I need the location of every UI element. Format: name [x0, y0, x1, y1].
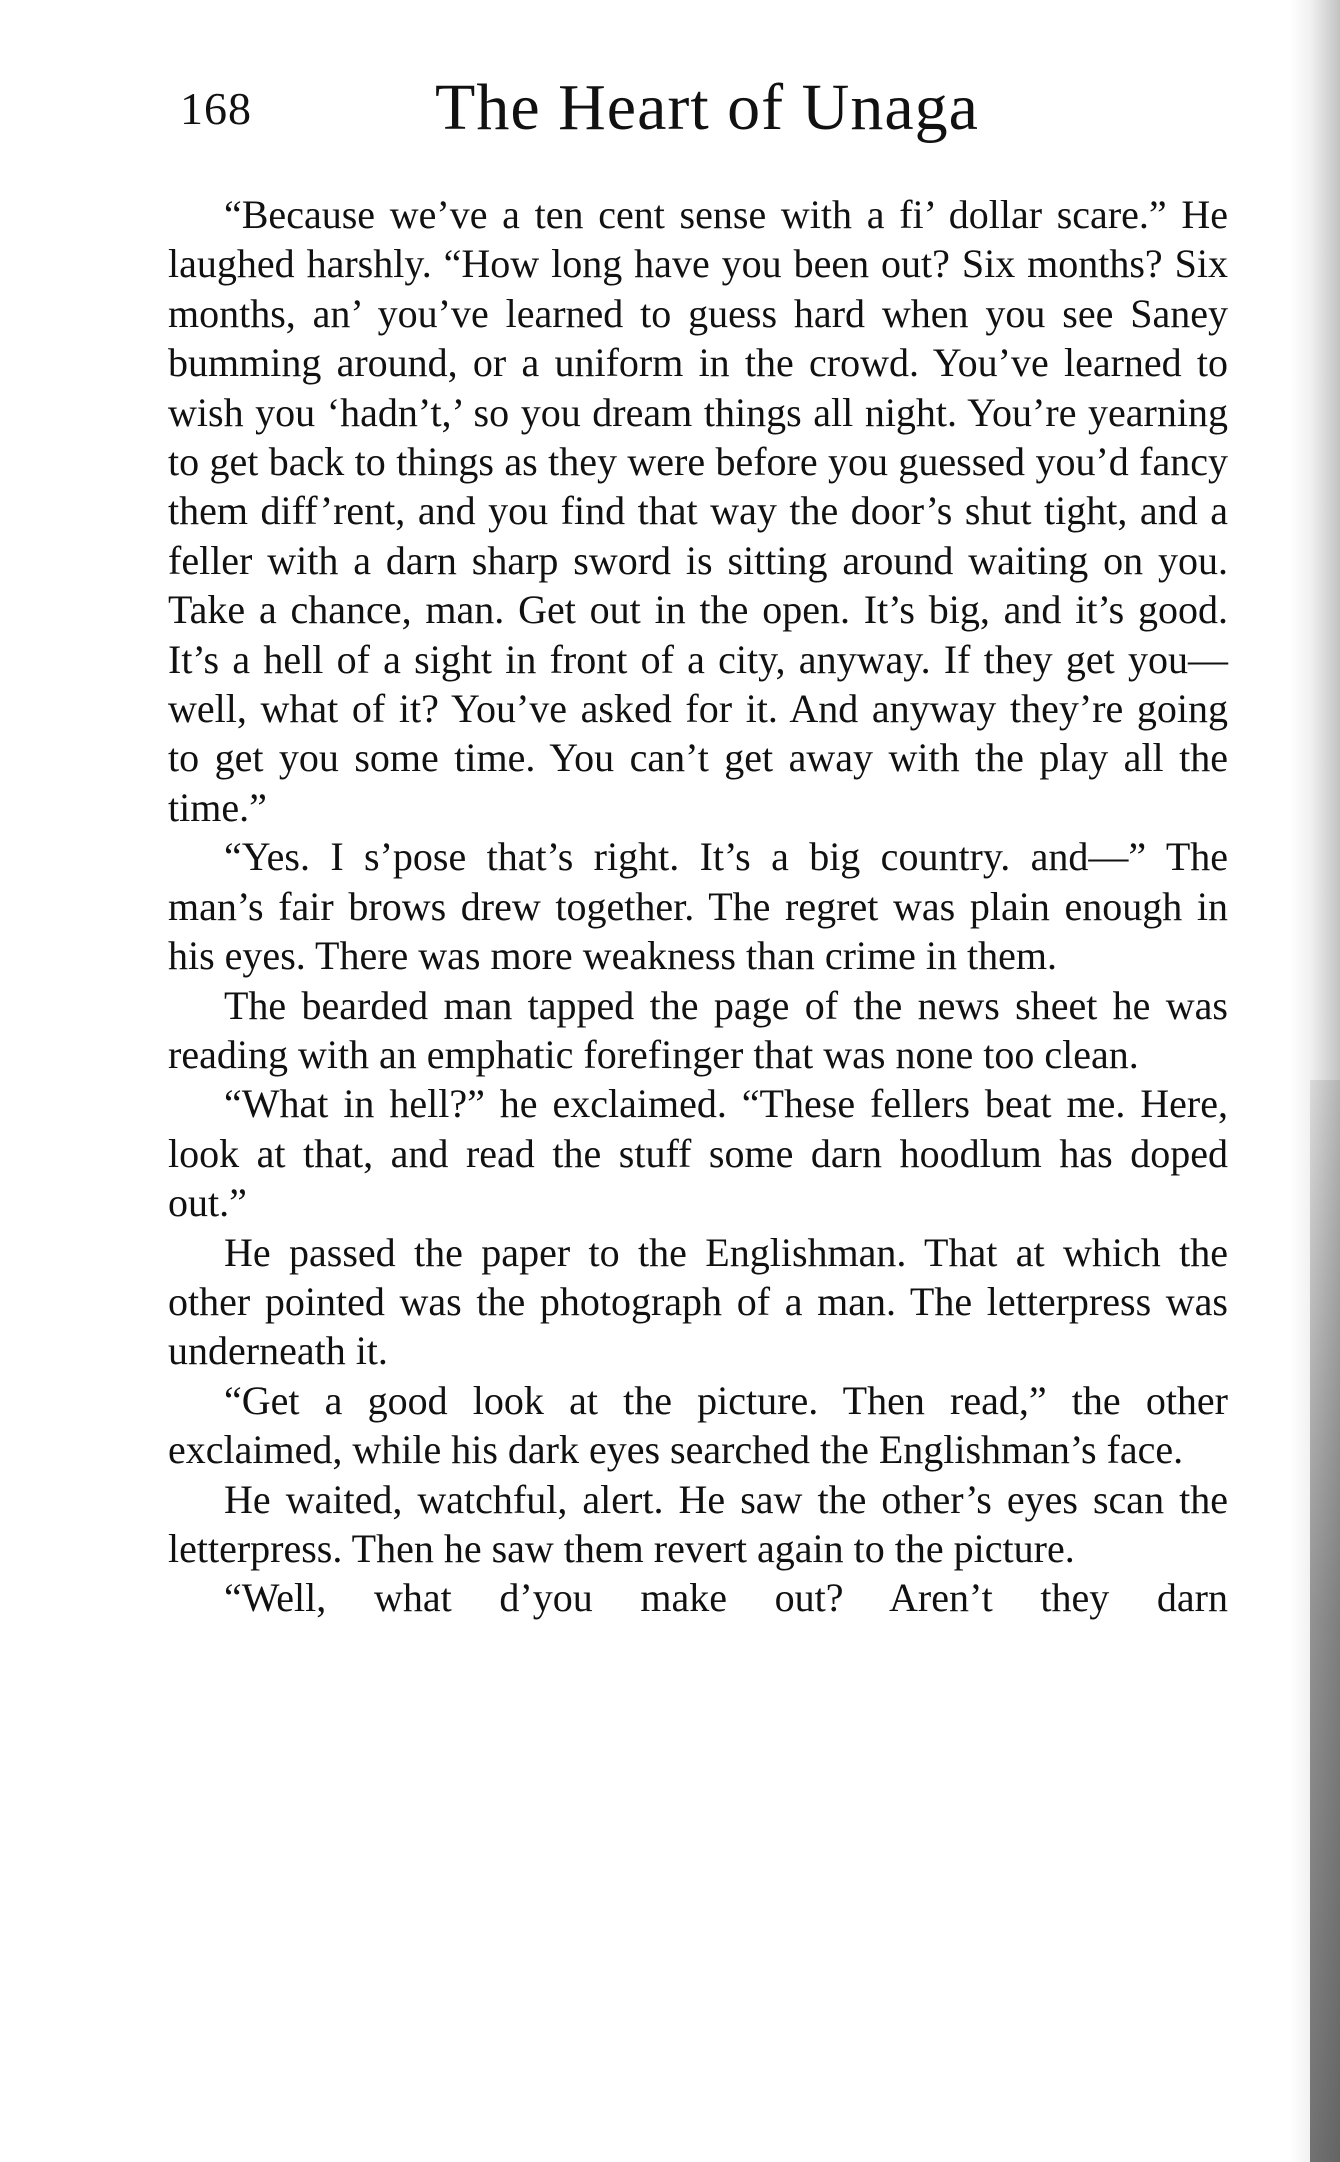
body-text — [168, 190, 1228, 1623]
paragraph: “Because we’ve a ten cent sense with a fi’ dollar scare.” He laughed harshly. “How long have you been out? Six months? Six months, an’ you’ve learned to guess hard when you see Saney bumming around, or a uniform in the crowd. You’ve learned to wish you ‘hadn’t,’ so you dream things all night. You’re yearning to get back to things as they were before you guessed you’d fancy them diff’rent, and you find that way the door’s shut tight, and a feller with a darn sharp sword is sitting around waiting on you. Take a chance, man. Get out in the open. It’s big, and it’s good. It’s a hell of a sight in front of a city, anyway. If they get you—well, what of it? You’ve asked for it. And anyway they’re going to get you some time. You can’t get away with the play all the time.” — [168, 192, 1228, 830]
paragraph: “Get a good look at the picture. Then read,” the other exclaimed, while his dark eyes searched the Englishman’s face. — [168, 1377, 1228, 1473]
page-header — [180, 70, 1240, 160]
paragraph: The bearded man tapped the page of the news sheet he was reading with an emphatic forefinger that was none too clean. — [168, 982, 1228, 1077]
paragraph: He waited, watchful, alert. He saw the other’s eyes scan the letterpress. Then he saw them revert again to the picture. — [168, 1476, 1228, 1571]
paragraph: “Yes. I s’pose that’s right. It’s a big country. and—” The man’s fair brows drew together. The regret was plain enough in his eyes. There was more weakness than crime in them. — [168, 834, 1228, 979]
paragraph: “What in hell?” he exclaimed. “These fellers beat me. Here, look at that, and read the stuff some darn hoodlum has doped out.” — [168, 1081, 1228, 1226]
scan-edge-shadow-dark — [1310, 1080, 1340, 2162]
running-title: The Heart of Unaga — [435, 71, 979, 144]
page-number: 168 — [180, 83, 252, 134]
paragraph: He passed the paper to the Englishman. That at which the other pointed was the photograph of a man. The letterpress was underneath it. — [168, 1229, 1228, 1374]
paragraph-continued: “Well, what d’you make out? Aren’t they darn — [224, 1575, 1228, 1621]
